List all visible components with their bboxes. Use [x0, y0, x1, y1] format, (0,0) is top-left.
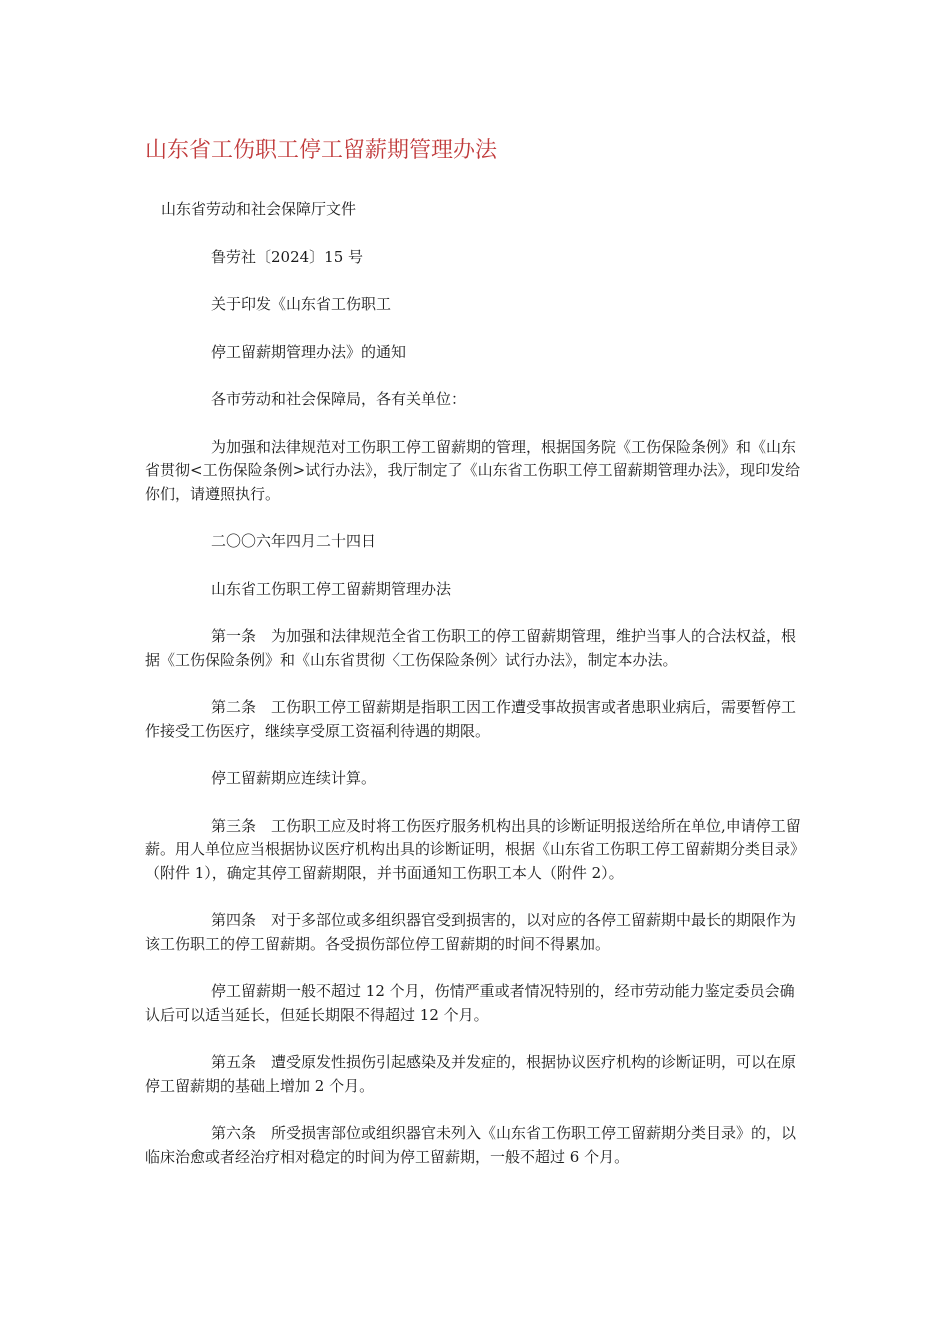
article-4-continuation: 停工留薪期一般不超过 12 个月，伤情严重或者情况特别的，经市劳动能力鉴定委员会确认后可以适当延长，但延长期限不得超过 12 个月。 [145, 982, 795, 1024]
addressee-line: 各市劳动和社会保障局，各有关单位： [211, 390, 467, 408]
notice-title-line-1: 关于印发《山东省工伤职工 [211, 295, 392, 313]
article-3: 第三条 工伤职工应及时将工伤医疗服务机构出具的诊断证明报送给所在单位,申请停工留薪。用人单位应当根据协议医疗机构出具的诊断证明，根据《山东省工伤职工停工留薪期分类目录》（附件 1），确定其停工留薪期限，并书面通知工伤职工本人（附件 2）。 [145, 816, 806, 882]
notice-title-line-2: 停工留薪期管理办法》的通知 [211, 342, 407, 361]
article-2-continuation: 停工留薪期应连续计算。 [211, 769, 377, 787]
article-6: 第六条 所受损害部位或组织器官未列入《山东省工伤职工停工留薪期分类目录》的，以临床治愈或者经治疗相对稳定的时间为停工留薪期，一般不超过 6 个月。 [145, 1124, 797, 1166]
document-body [145, 198, 805, 1193]
article-4: 第四条 对于多部位或多组织器官受到损害的，以对应的各停工留薪期中最长的期限作为该工伤职工的停工留薪期。各受损伤部位停工留薪期的时间不得累加。 [145, 911, 797, 953]
notice-body-paragraph: 为加强和法律规范对工伤职工停工留薪期的管理，根据国务院《工伤保险条例》和《山东省贯彻<工伤保险条例>试行办法》，我厅制定了《山东省工伤职工停工留薪期管理办法》，现印发给你们，请遵照执行。 [145, 437, 801, 503]
issue-date: 二〇〇六年四月二十四日 [211, 532, 377, 550]
regulation-title: 山东省工伤职工停工留薪期管理办法 [211, 579, 452, 598]
article-5: 第五条 遭受原发性损伤引起感染及并发症的，根据协议医疗机构的诊断证明，可以在原停工留薪期的基础上增加 2 个月。 [145, 1053, 797, 1095]
article-1: 第一条 为加强和法律规范全省工伤职工的停工留薪期管理，维护当事人的合法权益，根据《工伤保险条例》和《山东省贯彻〈工伤保险条例〉试行办法》，制定本办法。 [145, 627, 797, 669]
document-title: 山东省工伤职工停工留薪期管理办法 [145, 138, 498, 163]
document-number: 鲁劳社〔2024〕15 号 [211, 247, 364, 266]
issuer-line: 山东省劳动和社会保障厅文件 [161, 200, 357, 218]
article-2: 第二条 工伤职工停工留薪期是指职工因工作遭受事故损害或者患职业病后，需要暂停工作接受工伤医疗，继续享受原工资福利待遇的期限。 [145, 698, 797, 740]
